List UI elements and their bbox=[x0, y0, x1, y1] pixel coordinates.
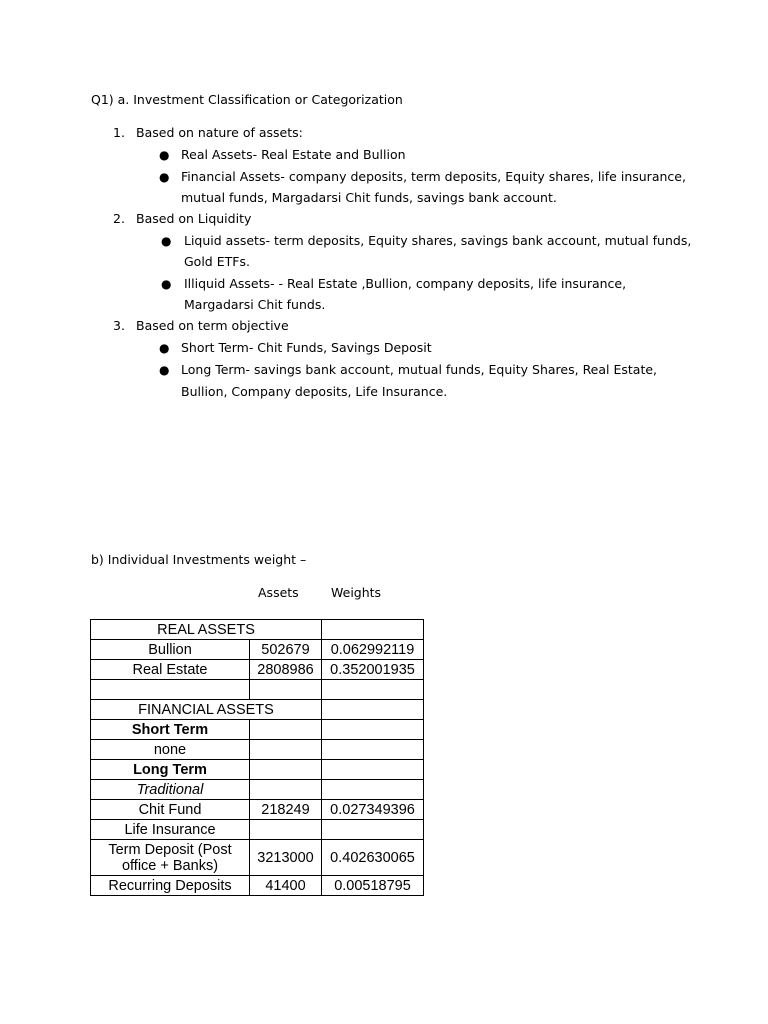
long-term-label: Long Term bbox=[91, 760, 250, 780]
table-row bbox=[91, 760, 424, 780]
term-deposit-name-line1: Term Deposit (Post bbox=[108, 841, 232, 858]
table-row bbox=[91, 720, 424, 740]
section-3-bullet-2-cont: Bullion, Company deposits, Life Insurance. bbox=[181, 384, 448, 399]
assets-column-label: Assets bbox=[258, 585, 299, 600]
life-insurance-name: Life Insurance bbox=[91, 820, 250, 840]
table-row bbox=[91, 840, 424, 876]
section-3-number: 3. bbox=[113, 318, 125, 333]
real-estate-value: 2808986 bbox=[250, 660, 322, 680]
recurring-deposits-value: 41400 bbox=[250, 876, 322, 896]
section-2-bullet-1-cont: Gold ETFs. bbox=[184, 254, 250, 269]
table-row bbox=[91, 680, 424, 700]
bullet-icon: ● bbox=[159, 170, 170, 184]
table-row bbox=[91, 620, 424, 640]
section-1-bullet-1: Real Assets- Real Estate and Bullion bbox=[181, 147, 406, 162]
bullet-icon: ● bbox=[159, 148, 170, 162]
section-1-number: 1. bbox=[113, 125, 125, 140]
table-row bbox=[91, 800, 424, 820]
bullet-icon: ● bbox=[161, 234, 172, 248]
section-1-heading: Based on nature of assets: bbox=[136, 125, 303, 140]
section-2-bullet-2-cont: Margadarsi Chit funds. bbox=[184, 297, 326, 312]
section-3-heading: Based on term objective bbox=[136, 318, 289, 333]
financial-assets-header: FINANCIAL ASSETS bbox=[91, 700, 322, 720]
table-row bbox=[91, 640, 424, 660]
table-row bbox=[91, 660, 424, 680]
section-3-bullet-2: Long Term- savings bank account, mutual funds, Equity Shares, Real Estate, bbox=[181, 362, 658, 377]
section-2-bullet-1: Liquid assets- term deposits, Equity shares, savings bank account, mutual funds, bbox=[184, 233, 692, 248]
table-row bbox=[91, 700, 424, 720]
term-deposit-weight: 0.402630065 bbox=[322, 840, 424, 876]
term-deposit-value: 3213000 bbox=[250, 840, 322, 876]
question-title: Q1) a. Investment Classification or Categorization bbox=[91, 92, 403, 107]
bullet-icon: ● bbox=[159, 363, 170, 377]
table-row bbox=[91, 876, 424, 896]
real-estate-weight: 0.352001935 bbox=[322, 660, 424, 680]
real-assets-header: REAL ASSETS bbox=[91, 620, 322, 640]
recurring-deposits-name: Recurring Deposits bbox=[91, 876, 250, 896]
weights-column-label: Weights bbox=[331, 585, 382, 600]
section-1-bullet-2-cont: mutual funds, Margadarsi Chit funds, savings bank account. bbox=[181, 190, 557, 205]
table-row bbox=[91, 740, 424, 760]
chit-fund-weight: 0.027349396 bbox=[322, 800, 424, 820]
real-estate-name: Real Estate bbox=[91, 660, 250, 680]
term-deposit-name-line2: office + Banks) bbox=[121, 857, 219, 874]
chit-fund-name: Chit Fund bbox=[91, 800, 250, 820]
bullet-icon: ● bbox=[161, 277, 172, 291]
section-1-bullet-2: Financial Assets- company deposits, term deposits, Equity shares, life insurance, bbox=[181, 169, 686, 184]
table-row bbox=[91, 820, 424, 840]
part-b-title: b) Individual Investments weight – bbox=[91, 552, 307, 567]
section-2-heading: Based on Liquidity bbox=[136, 211, 252, 226]
bullion-weight: 0.062992119 bbox=[322, 640, 424, 660]
bullion-value: 502679 bbox=[250, 640, 322, 660]
none-label: none bbox=[91, 740, 250, 760]
recurring-deposits-weight: 0.00518795 bbox=[322, 876, 424, 896]
short-term-label: Short Term bbox=[91, 720, 250, 740]
section-3-bullet-1: Short Term- Chit Funds, Savings Deposit bbox=[181, 340, 432, 355]
traditional-label: Traditional bbox=[91, 780, 250, 800]
bullion-name: Bullion bbox=[91, 640, 250, 660]
section-2-number: 2. bbox=[113, 211, 125, 226]
table-row bbox=[91, 780, 424, 800]
chit-fund-value: 218249 bbox=[250, 800, 322, 820]
bullet-icon: ● bbox=[159, 341, 170, 355]
term-deposit-name bbox=[91, 840, 250, 876]
section-2-bullet-2: Illiquid Assets- - Real Estate ,Bullion, company deposits, life insurance, bbox=[184, 276, 627, 291]
investment-weights-table bbox=[90, 619, 424, 896]
